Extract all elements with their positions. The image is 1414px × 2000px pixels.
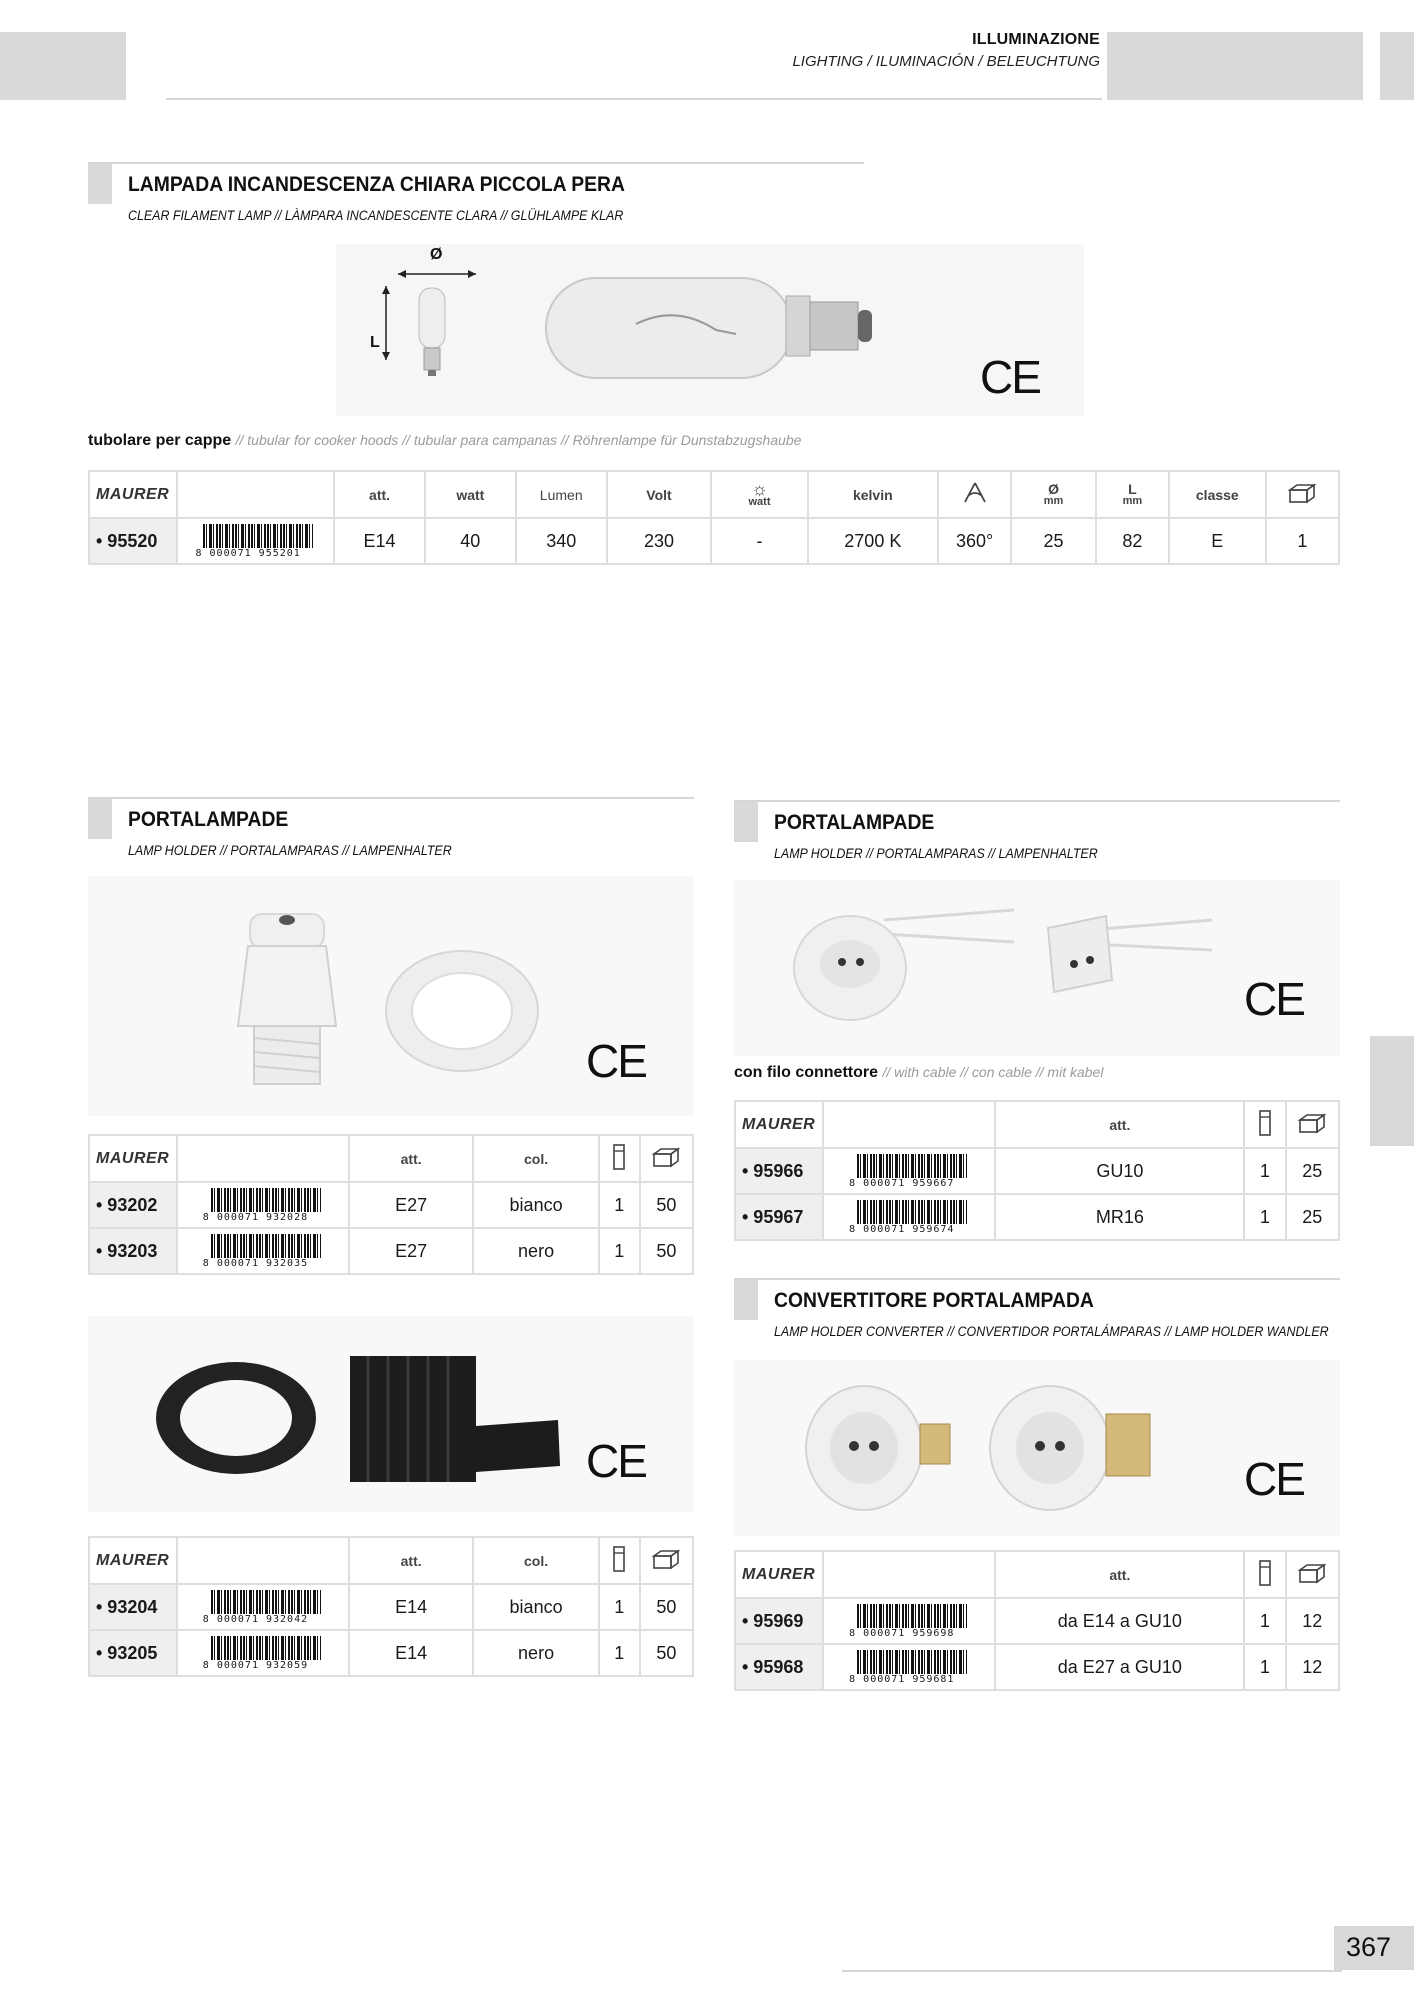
header-att: att. [349, 1135, 474, 1182]
cell-pack: 12 [1286, 1598, 1339, 1644]
table-row [735, 1148, 1339, 1194]
cell-att: E14 [334, 518, 425, 564]
cell-classe: E [1169, 518, 1266, 564]
brand-logo: MAURER [735, 1551, 823, 1598]
barcode: 8 000071 932028 [203, 1188, 323, 1222]
cell-col: bianco [473, 1584, 598, 1630]
barcode: 8 000071 959674 [849, 1200, 969, 1234]
cell-kelvin: 2700 K [808, 518, 938, 564]
cell-bulb-watt: - [711, 518, 808, 564]
product-code: • 93202 [89, 1182, 177, 1228]
barcode-header [177, 1537, 349, 1584]
header-pack [640, 1537, 693, 1584]
cell-att: E27 [349, 1228, 474, 1274]
header-left-block [0, 32, 126, 100]
cell-qty: 1 [1244, 1644, 1285, 1690]
barcode-header [823, 1101, 996, 1148]
table-header-row [89, 1537, 693, 1584]
cell-att: da E27 a GU10 [995, 1644, 1244, 1690]
category-title: ILLUMINAZIONE [972, 31, 1100, 48]
cell-pack: 50 [640, 1584, 693, 1630]
unit-icon [612, 1545, 626, 1573]
section3-subtitle: LAMP HOLDER // PORTALAMPARAS // LAMPENHALTER [774, 846, 1098, 861]
section1-rule [88, 162, 864, 164]
table-header-row [735, 1101, 1339, 1148]
cell-pack: 25 [1286, 1148, 1339, 1194]
dimension-diameter-label: Ø [430, 246, 443, 263]
barcode-cell [823, 1194, 996, 1240]
cell-col: nero [473, 1228, 598, 1274]
product-code: • 95966 [735, 1148, 823, 1194]
cell-col: bianco [473, 1182, 598, 1228]
section1-subtitle: CLEAR FILAMENT LAMP // LÀMPARA INCANDESCENTE CLARA // GLÜHLAMPE KLAR [128, 208, 624, 223]
barcode: 8 000071 932035 [203, 1234, 323, 1268]
header-edge-block [1380, 32, 1414, 100]
header-beam-angle [938, 471, 1011, 518]
section3-rule [734, 800, 1340, 802]
cell-att: MR16 [995, 1194, 1244, 1240]
table-row [89, 1584, 693, 1630]
header-pack [640, 1135, 693, 1182]
cell-att: E14 [349, 1584, 474, 1630]
bulb-icon: ☼ [751, 479, 768, 499]
section2-spec-table-1 [88, 1134, 694, 1275]
brand-logo: MAURER [89, 1135, 177, 1182]
bulb-watt-label: watt [748, 496, 771, 508]
header-pack [1286, 1101, 1339, 1148]
barcode-header [823, 1551, 996, 1598]
cell-length: 82 [1096, 518, 1169, 564]
cell-beam-angle: 360° [938, 518, 1011, 564]
table-row [89, 1228, 693, 1274]
product-code: • 93205 [89, 1630, 177, 1676]
header-kelvin: kelvin [808, 471, 938, 518]
table-row [735, 1194, 1339, 1240]
caption-bold: con filo connettore [734, 1064, 878, 1081]
header-classe: classe [1169, 471, 1266, 518]
cell-qty: 1 [599, 1182, 640, 1228]
cell-volt: 230 [607, 518, 712, 564]
section1-spec-table [88, 470, 1340, 565]
section3-marker [734, 802, 758, 842]
table-header-row [89, 1135, 693, 1182]
barcode: 8 000071 955201 [195, 524, 315, 558]
section4-spec-table [734, 1550, 1340, 1691]
section3-caption [734, 1064, 1103, 1082]
header-col: col. [473, 1135, 598, 1182]
unit-icon [1258, 1109, 1272, 1137]
box-icon [1297, 1562, 1327, 1584]
section2-subtitle: LAMP HOLDER // PORTALAMPARAS // LAMPENHALTER [128, 843, 452, 858]
ce-mark: CE [980, 351, 1040, 403]
barcode-cell [177, 1182, 349, 1228]
box-icon [1297, 1112, 1327, 1134]
section2-marker [88, 799, 112, 839]
ce-mark: CE [1244, 1453, 1304, 1505]
header-att: att. [995, 1551, 1244, 1598]
header-att: att. [334, 471, 425, 518]
header-volt: Volt [607, 471, 712, 518]
section1-caption [88, 432, 801, 450]
ce-mark: CE [1244, 973, 1304, 1025]
cell-qty: 1 [1244, 1598, 1285, 1644]
product-code: • 95969 [735, 1598, 823, 1644]
diameter-symbol: Ø [1048, 481, 1059, 497]
barcode-header [177, 1135, 349, 1182]
cell-qty: 1 [599, 1228, 640, 1274]
brand-logo: MAURER [89, 471, 177, 518]
cable-holder-illustration [734, 880, 1340, 1056]
diameter-unit: mm [1043, 495, 1064, 507]
barcode-cell [823, 1598, 996, 1644]
header-unit [599, 1537, 640, 1584]
header-pack [1286, 1551, 1339, 1598]
table-row [735, 1644, 1339, 1690]
section4-title: CONVERTITORE PORTALAMPADA [774, 1289, 1094, 1312]
barcode: 8 000071 932059 [203, 1636, 323, 1670]
cell-lumen: 340 [516, 518, 607, 564]
unit-icon [1258, 1559, 1272, 1587]
cell-pack: 50 [640, 1228, 693, 1274]
section1-title: LAMPADA INCANDESCENZA CHIARA PICCOLA PERA [128, 173, 625, 196]
table-row [735, 1598, 1339, 1644]
cell-watt: 40 [425, 518, 516, 564]
header-right-block [1107, 32, 1363, 100]
length-unit: mm [1122, 495, 1143, 507]
barcode-cell [177, 1228, 349, 1274]
table-row [89, 1182, 693, 1228]
header-bulb-watt [711, 471, 808, 518]
cell-diameter: 25 [1011, 518, 1096, 564]
unit-icon [612, 1143, 626, 1171]
product-code: • 93203 [89, 1228, 177, 1274]
lamp-product-image [336, 244, 1084, 416]
section3-spec-table [734, 1100, 1340, 1241]
section4-rule [734, 1278, 1340, 1280]
barcode-header [177, 471, 334, 518]
ce-mark: CE [586, 1035, 646, 1087]
header-watt: watt [425, 471, 516, 518]
barcode: 8 000071 959667 [849, 1154, 969, 1188]
table-header-row [89, 471, 1339, 518]
brand-logo: MAURER [89, 1537, 177, 1584]
section3-title: PORTALAMPADE [774, 811, 935, 834]
cell-pack: 12 [1286, 1644, 1339, 1690]
section4-subtitle: LAMP HOLDER CONVERTER // CONVERTIDOR PORTALÁMPARAS // LAMP HOLDER WANDLER [774, 1324, 1329, 1339]
product-code: • 95967 [735, 1194, 823, 1240]
header-length [1096, 471, 1169, 518]
barcode-cell [177, 518, 334, 564]
section4-marker [734, 1280, 758, 1320]
cell-att: E14 [349, 1630, 474, 1676]
barcode-cell [823, 1644, 996, 1690]
header-unit [599, 1135, 640, 1182]
header-pack [1266, 471, 1339, 518]
dimension-length-label: L [370, 334, 380, 351]
cell-qty: 1 [599, 1630, 640, 1676]
cell-att: E27 [349, 1182, 474, 1228]
ce-mark: CE [586, 1435, 646, 1487]
header-unit [1244, 1101, 1285, 1148]
section2-title: PORTALAMPADE [128, 808, 289, 831]
box-icon [651, 1548, 681, 1570]
cell-att: GU10 [995, 1148, 1244, 1194]
header-rule [166, 98, 1102, 100]
caption-translations: // tubular for cooker hoods // tubular para campanas // Röhrenlampe für Dunstabzugshaube [235, 432, 802, 448]
cell-pack: 1 [1266, 518, 1339, 564]
length-symbol: L [1128, 481, 1137, 497]
caption-bold: tubolare per cappe [88, 432, 232, 449]
product-code: • 93204 [89, 1584, 177, 1630]
cell-pack: 50 [640, 1630, 693, 1676]
caption-translations: // with cable // con cable // mit kabel [882, 1064, 1104, 1080]
barcode: 8 000071 959681 [849, 1650, 969, 1684]
category-subtitle: LIGHTING / ILUMINACIÓN / BELEUCHTUNG [792, 53, 1100, 70]
footer-rule [842, 1970, 1342, 1972]
page-number: 367 [1346, 1932, 1392, 1962]
barcode-cell [177, 1584, 349, 1630]
header-att: att. [995, 1101, 1244, 1148]
cell-pack: 25 [1286, 1194, 1339, 1240]
cell-qty: 1 [1244, 1194, 1285, 1240]
section2-rule [88, 797, 694, 799]
box-icon [651, 1146, 681, 1168]
section1-marker [88, 164, 112, 204]
gu10-holder-image [734, 880, 1340, 1056]
header-unit [1244, 1551, 1285, 1598]
product-code: • 95968 [735, 1644, 823, 1690]
header-col: col. [473, 1537, 598, 1584]
box-icon [1287, 482, 1317, 504]
chapter-side-tab [1370, 1036, 1414, 1146]
table-row [89, 518, 1339, 564]
header-diameter [1011, 471, 1096, 518]
brand-logo: MAURER [735, 1101, 823, 1148]
beam-angle-icon [961, 480, 989, 506]
cell-pack: 50 [640, 1182, 693, 1228]
product-code: • 95520 [89, 518, 177, 564]
tubular-lamp-illustration [336, 244, 1084, 416]
table-header-row [735, 1551, 1339, 1598]
barcode-cell [177, 1630, 349, 1676]
converter-illustration [734, 1360, 1340, 1536]
barcode: 8 000071 932042 [203, 1590, 323, 1624]
cell-att: da E14 a GU10 [995, 1598, 1244, 1644]
header-att: att. [349, 1537, 474, 1584]
cell-col: nero [473, 1630, 598, 1676]
cell-qty: 1 [1244, 1148, 1285, 1194]
barcode-cell [823, 1148, 996, 1194]
table-row [89, 1630, 693, 1676]
header-lumen: Lumen [516, 471, 607, 518]
cell-qty: 1 [599, 1584, 640, 1630]
converter-image [734, 1360, 1340, 1536]
section2-spec-table-2 [88, 1536, 694, 1677]
barcode: 8 000071 959698 [849, 1604, 969, 1638]
